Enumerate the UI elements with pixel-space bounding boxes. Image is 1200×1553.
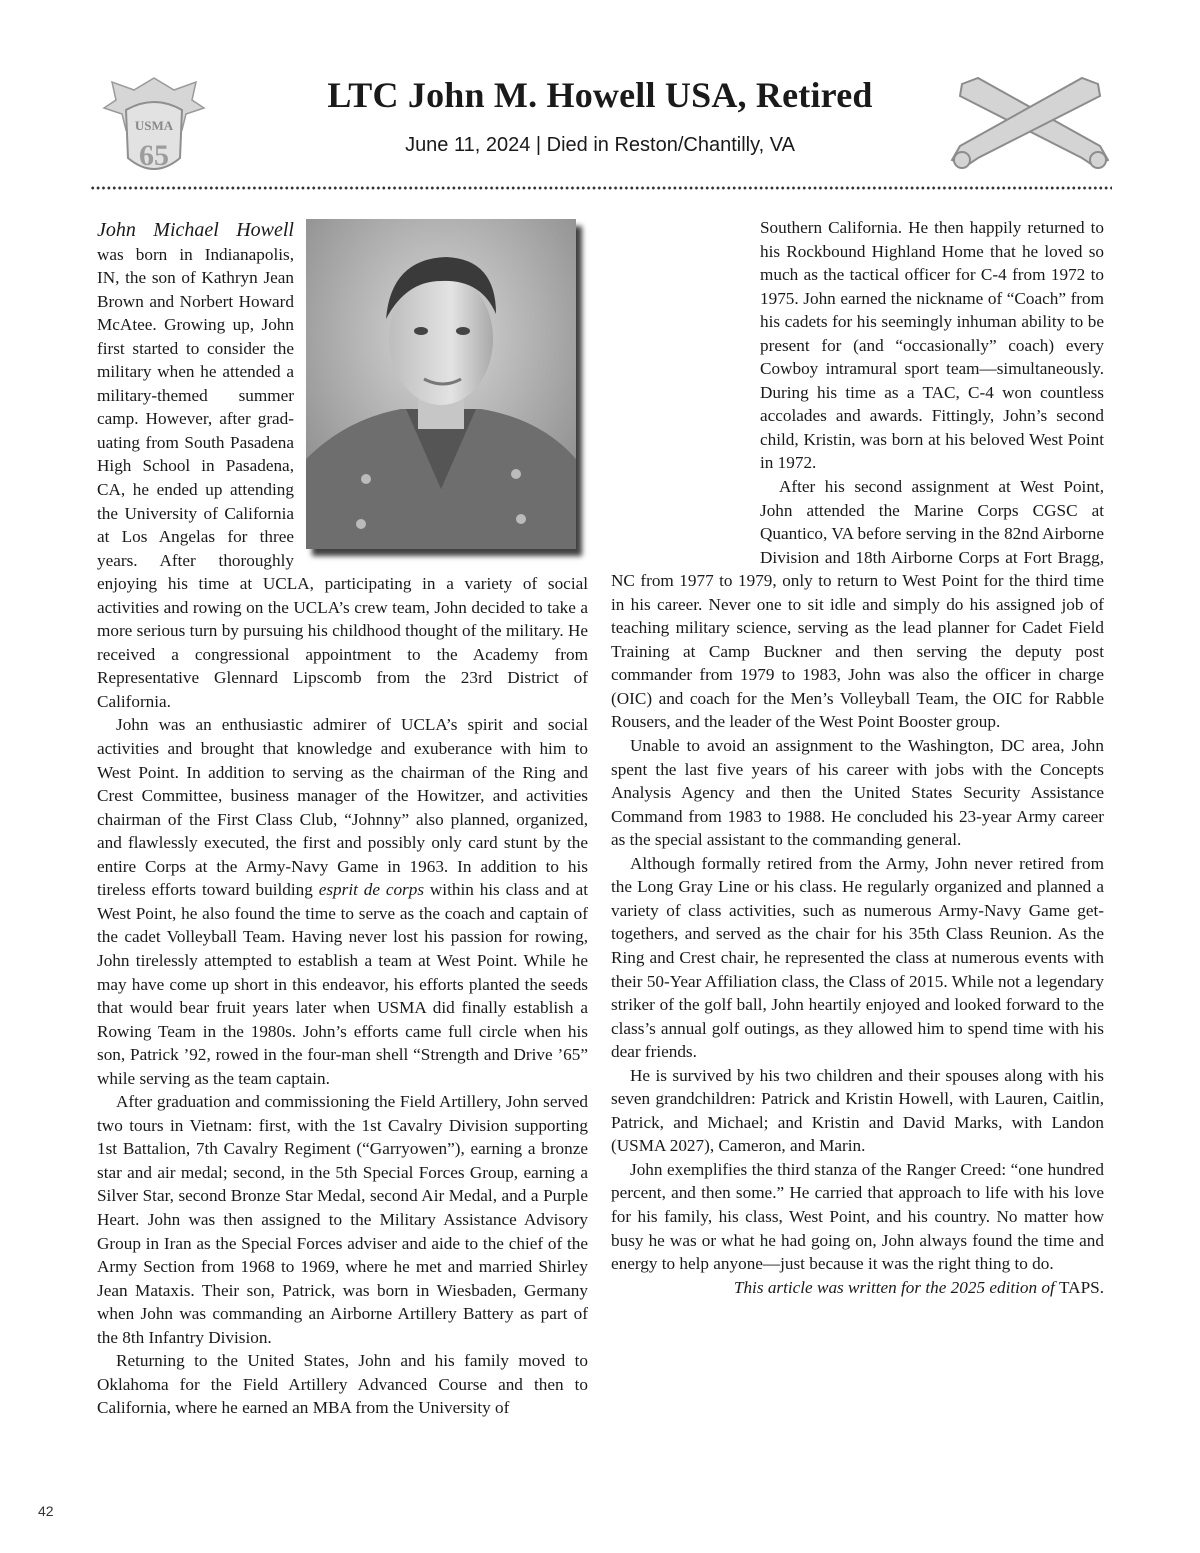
dotted-divider [90, 186, 1112, 190]
paragraph-8: He is survived by his two children and their spouses along with his seven grandchildren: Patrick and Kristin Howell, with Lauren, Caitlin, Patrick, and Michael; and Kristin and David Marks, with Landon (USMA 2027), Cameron, and Marin. [611, 1065, 1104, 1156]
paragraph-4: Returning to the United States, John and his family moved to Oklahoma for the Field Artillery Advanced Course and then to California, where he earned an MBA from the University of [97, 1351, 588, 1418]
paragraph-6: Unable to avoid an assignment to the Washington, DC area, John spent the last five years of his career with jobs with the Concepts Analysis Agency and then the United States Security Assistance Command from 1983 to 1988. He concluded his 23-year Army career as the special assistant to the commanding general. [611, 736, 1104, 850]
paragraph-9: John exemplifies the third stanza of the Ranger Creed: “one hundred percent, and then some.” He carried that approach to life with his love for his family, his class, West Point, and his country. No matter how busy he was or what he had going on, John always found the time and energy to help anyone—just because it was the right thing to do. [611, 1159, 1104, 1274]
svg-text:USMA: USMA [134, 118, 174, 133]
article-column-right [611, 216, 1104, 1299]
crossed-cannons-icon [948, 74, 1112, 170]
obituary-date-location: June 11, 2024 | Died in Reston/Chantilly, VA [405, 134, 795, 156]
page-title: LTC John M. Howell USA, Retired [327, 75, 873, 115]
article-column-left [97, 219, 588, 1420]
deceased-name: John Michael Howell [97, 219, 294, 241]
paragraph-7: Although formally retired from the Army, John never retired from the Long Gray Line or his class. He regularly organized and planned a variety of class activities, such as numerous Army-Navy Game get-togethers, and served as the chair for his 35th Class Reunion. As the Ring and Crest chair, he represented the class at numerous events with their 50-Year Affiliation class, the Class of 2015. While not a legendary striker of the golf ball, John heartily enjoyed and looked forward to the class’s annual golf outings, as they allowed him to spend time with his dear friends. [611, 853, 1104, 1062]
svg-text:65: 65 [139, 139, 169, 172]
photo-wrap-spacer [611, 216, 746, 546]
paragraph-1: John Michael Howell was born in Indianapolis, IN, the son of Kathryn Jean Brown and Norbert Howard McAtee. Growing up, John first started to consider the military when he attended a military-themed summer camp. However, after graduating from South Pasadena High School in Pasadena, CA, he ended up attending the University of California at Los Angelas for three years. After thoroughly enjoying his time at UCLA, participating in a variety of social activities and rowing on the UCLA’s crew team, John decided to take a more serious turn by pursuing his childhood thought of the military. He received a congressional appointment to the Academy from Representative Glennard Lipscomb from the 23rd District of California. [97, 219, 588, 711]
paragraph-4-continued: Southern California. He then happily returned to his Rockbound Highland Home that he loved so much as the tactical officer for C-4 from 1972 to 1975. John earned the nickname of “Coach” from his cadets for his seemingly inhuman ability to be present for (and “occasionally” coach) every Cowboy intramural sport team—simultaneously. During his time as a TAC, C-4 won countless accolades and awards. Fittingly, John’s second child, Kristin, was born at his beloved West Point in 1972. [760, 218, 1104, 473]
cadet-portrait-image [306, 219, 576, 549]
portrait-photo [306, 219, 576, 549]
article-credit: This article was written for the 2025 edition of TAPS. [733, 1277, 1104, 1297]
paragraph-3: After graduation and commissioning the Field Artillery, John served two tours in Vietnam: first, with the 1st Cavalry Division supporting 1st Battalion, 7th Cavalry Regiment (“Garryowen”), earning a bronze star and air medal; second, in the 5th Special Forces Group, earning a Silver Star, second Bronze Star Medal, second Air Medal, and a Purple Heart. John was then assigned to the Military Assistance Advisory Group in Iran as the Special Forces adviser and aide to the chief of the Army Section from 1968 to 1969, where he met and married Shirley Jean Mataxis. Their son, Patrick, was born in Wiesbaden, Germany when John was commanding an Airborne Artillery Battery as part of the 8th Infantry Division. [97, 1092, 588, 1347]
paragraph-5: After his second assignment at West Point, John attended the Marine Corps CGSC at Quantico, VA before serving in the 82nd Airborne Division and 18th Airborne Corps at Fort Bragg, NC from 1977 to 1979, only to return to West Point for the third time in his career. Never one to sit idle and simply do his assigned job of teaching military science, serving as the lead planner for Cadet Field Training at Camp Buckner and then serving the deputy post commander from 1979 to 1983, John was also the officer in charge (OIC) and coach for the Men’s Volleyball Team, the OIC for Rabble Rousers, and the leader of the West Point Booster group. [611, 477, 1104, 732]
page-number: 42 [38, 1503, 54, 1519]
paragraph-2: John was an enthusiastic admirer of UCLA’s spirit and social activities and brought that knowledge and exuberance with him to West Point. In addition to serving as the chairman of the Ring and Crest Committee, business manager of the Howitzer, and activities chairman of the First Class Club, “Johnny” also planned, organized, and flawlessly executed, the first and possibly only card stunt by the entire Corps at the Army-Navy Game in 1963. In addition to his tireless efforts toward building esprit de corps within his class and at West Point, he also found the time to serve as the coach and captain of the cadet Volleyball Team. Having never lost his passion for rowing, John tirelessly attempted to establish a team at West Point. While he may have come up short in this endeavor, his efforts planted the seeds that would bear fruit years later when USMA did finally establish a Rowing Team in the 1980s. John’s efforts came full circle when his son, Patrick ’92, rowed in the four-man shell “Strength and Drive ’65” while serving as the team captain. [97, 715, 588, 1088]
